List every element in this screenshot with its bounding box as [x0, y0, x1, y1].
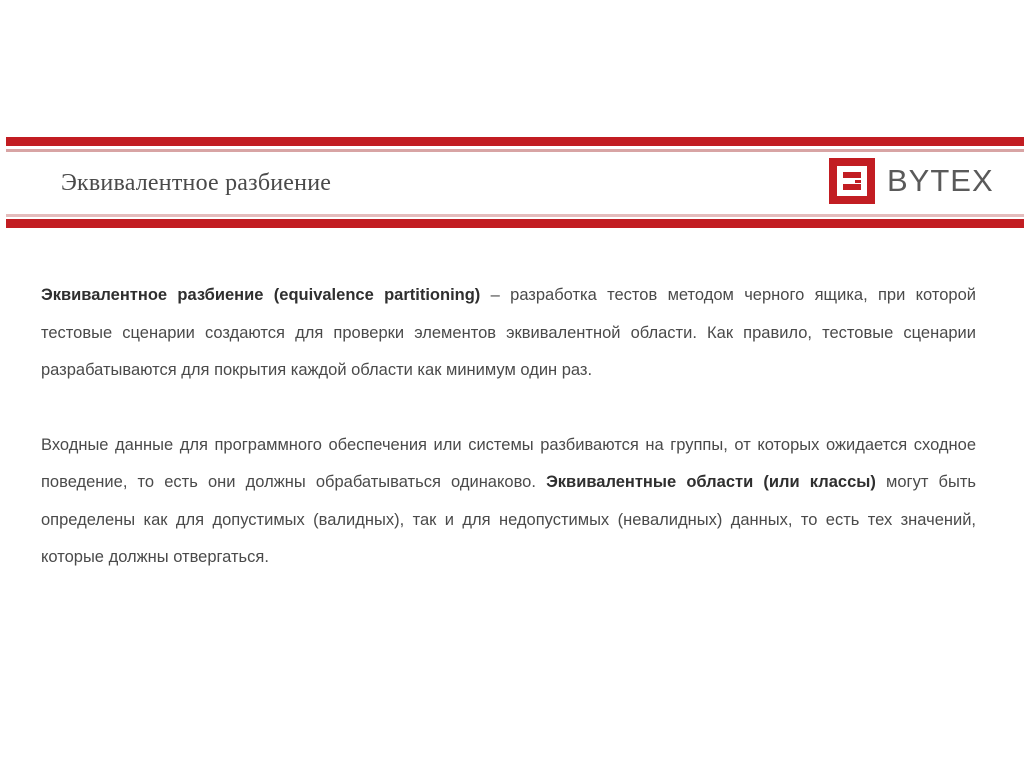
header-bottom-rule — [6, 219, 1024, 228]
header-top-rule — [6, 137, 1024, 146]
slide-title: Эквивалентное разбиение — [61, 170, 332, 196]
header-top-thin-rule — [6, 149, 1024, 152]
classes-intro-text: Входные данные для программного обеспечения или системы разбиваются на группы, от которых ожидается сходное поведение, то есть они должны обрабатываться одинаково. — [41, 435, 976, 491]
classes-rest-text: могут быть определены как для допустимых (валидных), так и для недопустимых (невалидных) данных, то есть тех значений, которые должны отвергаться. — [41, 473, 976, 566]
bytex-logo-icon — [829, 158, 875, 204]
bytex-logo — [829, 158, 994, 204]
slide-body — [41, 277, 976, 577]
logo-wordmark: BYTEX — [887, 163, 994, 198]
header-bottom-thin-rule — [6, 214, 1024, 217]
classes-paragraph — [41, 427, 976, 577]
definition-term: Эквивалентное разбиение (equivalence partitioning) — [41, 286, 481, 304]
classes-term: Эквивалентные области (или классы) — [546, 473, 876, 491]
definition-text: – разработка тестов методом черного ящика, при которой тестовые сценарии создаются для проверки элементов эквивалентной области. Как правило, тестовые сценарии разрабатываются для покрытия каждой области как минимум один раз. — [41, 286, 976, 379]
definition-paragraph — [41, 277, 976, 390]
